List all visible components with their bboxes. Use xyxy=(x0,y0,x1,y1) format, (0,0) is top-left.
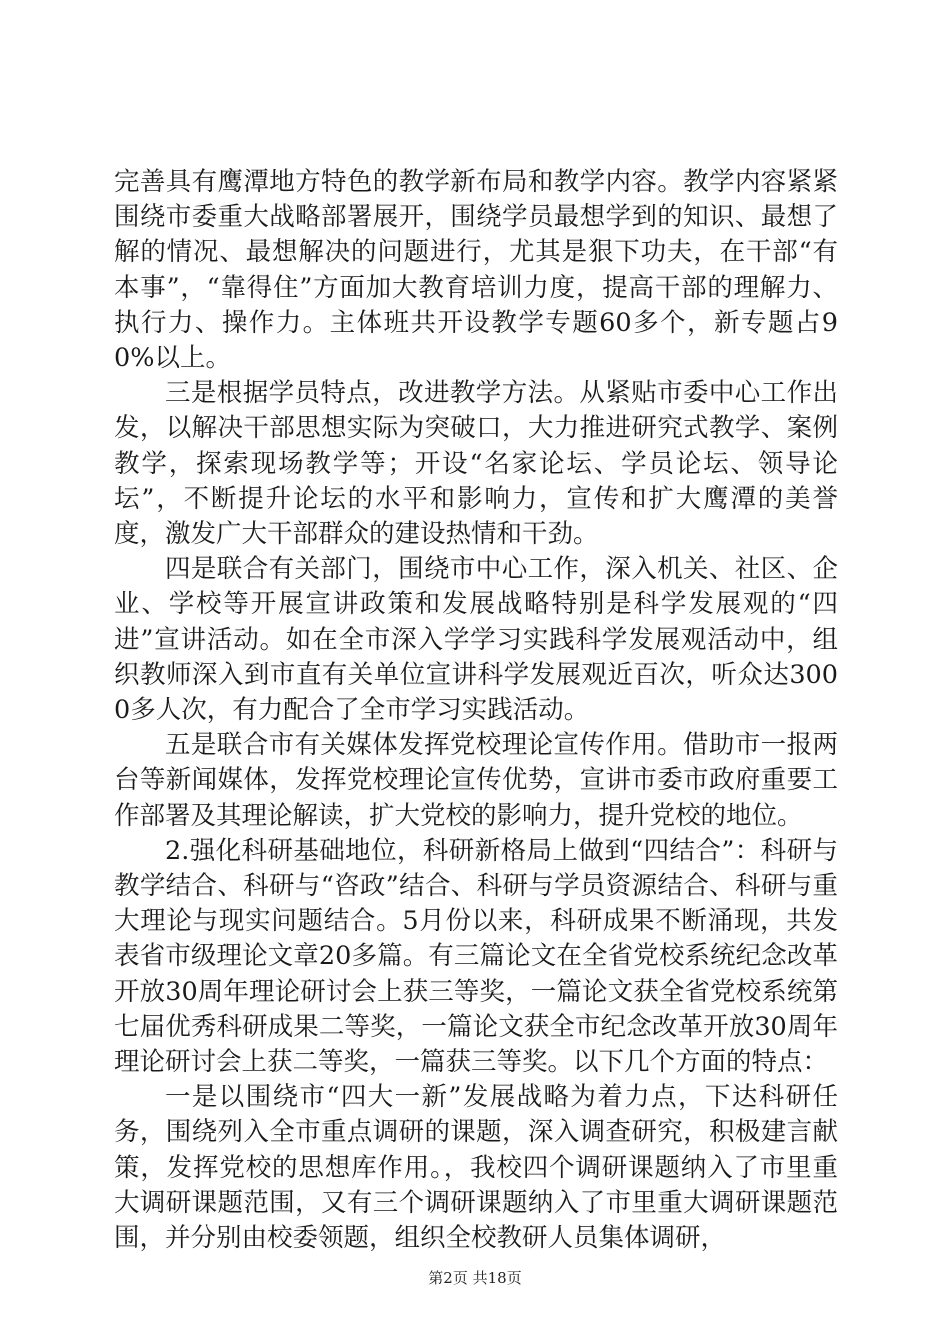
document-body xyxy=(114,165,838,1256)
paragraph-5: 2.强化科研基础地位，科研新格局上做到“四结合”：科研与教学结合、科研与“咨政”结合、科研与学员资源结合、科研与重大理论与现实问题结合。5月份以来，科研成果不断涌现，共发表省市级理论文章20多篇。有三篇论文在全省党校系统纪念改革开放30周年理论研讨会上获三等奖，一篇论文获全省党校系统第七届优秀科研成果二等奖，一篇论文获全市纪念改革开放30周年理论研讨会上获二等奖，一篇获三等奖。以下几个方面的特点： xyxy=(114,835,838,1078)
paragraph-3: 四是联合有关部门，围绕市中心工作，深入机关、社区、企业、学校等开展宣讲政策和发展战略特别是科学发展观的“四进”宣讲活动。如在全市深入学学习实践科学发展观活动中，组织教师深入到市直有关单位宣讲科学发展观近百次，听众达3000多人次，有力配合了全市学习实践活动。 xyxy=(114,554,838,726)
paragraph-1: 完善具有鹰潭地方特色的教学新布局和教学内容。教学内容紧紧围绕市委重大战略部署展开，围绕学员最想学到的知识、最想了解的情况、最想解决的问题进行，尤其是狠下功夫，在干部“有本事”，“靠得住”方面加大教育培训力度，提高干部的理解力、执行力、操作力。主体班共开设教学专题60多个，新专题占90%以上。 xyxy=(114,167,838,374)
paragraph-6: 一是以围绕市“四大一新”发展战略为着力点，下达科研任务，围绕列入全市重点调研的课题，深入调查研究，积极建言献策，发挥党校的思想库作用。，我校四个调研课题纳入了市里重大调研课题范围，又有三个调研课题纳入了市里重大调研课题范围，并分别由校委领题，组织全校教研人员集体调研， xyxy=(114,1082,838,1254)
paragraph-2: 三是根据学员特点，改进教学方法。从紧贴市委中心工作出发，以解决干部思想实际为突破口，大力推进研究式教学、案例教学，探索现场教学等；开设“名家论坛、学员论坛、领导论坛”，不断提升论坛的水平和影响力，宣传和扩大鹰潭的美誉度，激发广大干部群众的建设热情和干劲。 xyxy=(114,378,838,550)
paragraph-4: 五是联合市有关媒体发挥党校理论宣传作用。借助市一报两台等新闻媒体，发挥党校理论宣传优势，宣讲市委市政府重要工作部署及其理论解读，扩大党校的影响力，提升党校的地位。 xyxy=(114,730,838,831)
page-number-footer: 第2页 共18页 xyxy=(428,1269,522,1287)
